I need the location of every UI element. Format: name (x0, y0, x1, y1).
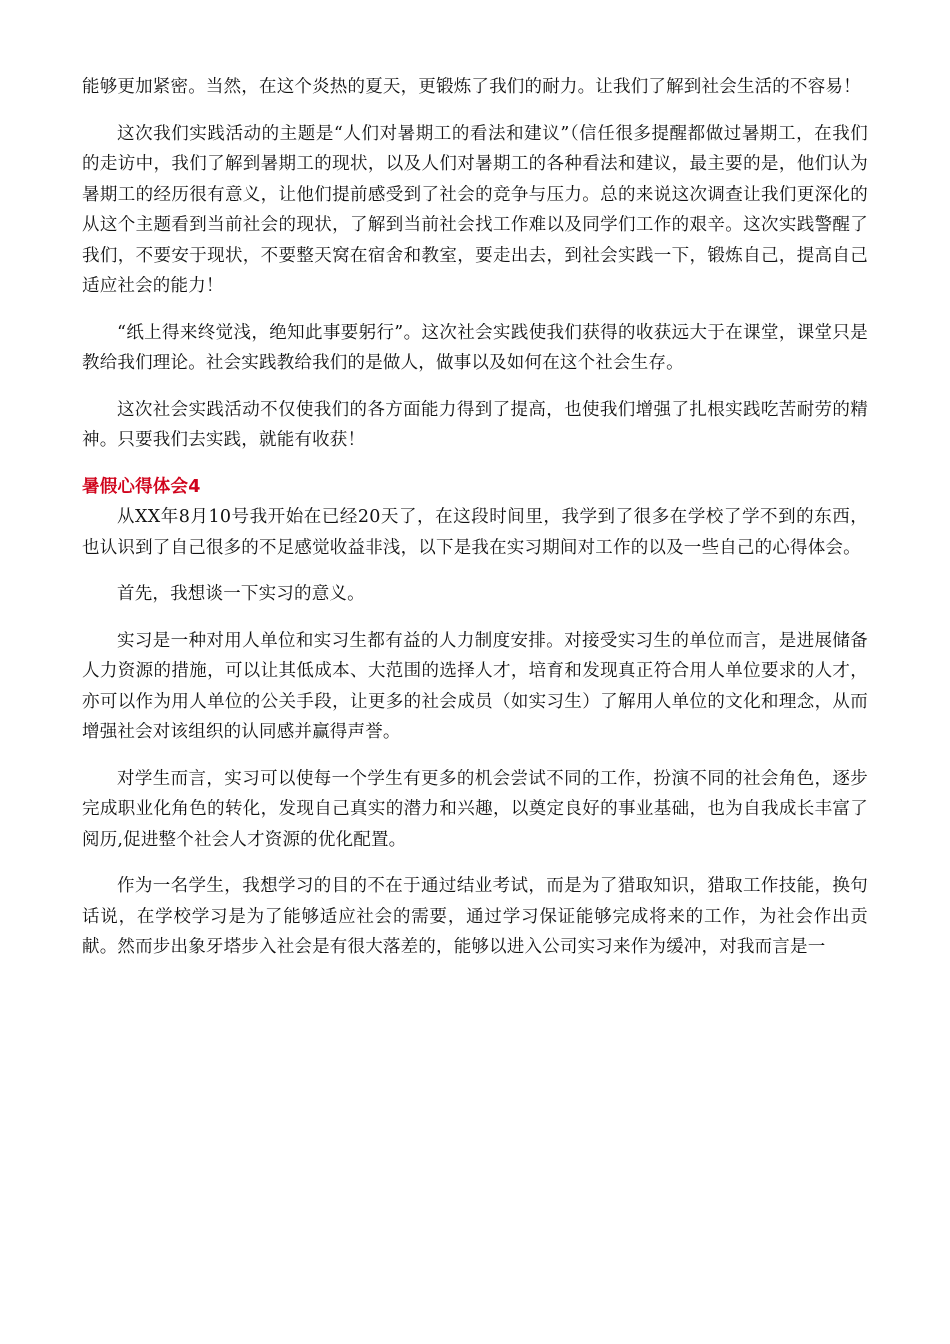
paragraph: 实习是一种对用人单位和实习生都有益的人力制度安排。对接受实习生的单位而言，是进展储备人力资源的措施，可以让其低成本、大范围的选择人才，培育和发现真正符合用人单位要求的人才，亦可以作为用人单位的公关手段，让更多的社会成员（如实习生）了解用人单位的文化和理念，从而增强社会对该组织的认同感并赢得声誉。 (82, 630, 868, 742)
paragraph: “纸上得来终觉浅，绝知此事要躬行”。这次社会实践使我们获得的收获远大于在课堂，课堂只是教给我们理论。社会实践教给我们的是做人，做事以及如何在这个社会生存。 (82, 322, 868, 373)
paragraph: 这次社会实践活动不仅使我们的各方面能力得到了提高，也使我们增强了扎根实践吃苦耐劳的精神。只要我们去实践，就能有收获！ (82, 399, 868, 450)
paragraph: 从XX年8月10号我开始在已经20天了，在这段时间里，我学到了很多在学校了学不到的东西，也认识到了自己很多的不足感觉收益非浅，以下是我在实习期间对工作的以及一些自己的心得体会。 (82, 507, 868, 558)
paragraph: 作为一名学生，我想学习的目的不在于通过结业考试，而是为了猎取知识，猎取工作技能，换句话说，在学校学习是为了能够适应社会的需要，通过学习保证能够完成将来的工作，为社会作出贡献。然而步出象牙塔步入社会是有很大落差的，能够以进入公司实习来作为缓冲，对我而言是一 (82, 876, 868, 957)
section-heading: 暑假心得体会4 (82, 476, 201, 497)
paragraph: 首先，我想谈一下实习的意义。 (117, 584, 365, 604)
paragraph-continuation: 能够更加紧密。当然，在这个炎热的夏天，更锻炼了我们的耐力。让我们了解到社会生活的不容易！ (82, 77, 861, 97)
document-body (82, 72, 868, 979)
paragraph: 对学生而言，实习可以使每一个学生有更多的机会尝试不同的工作，扮演不同的社会角色，逐步完成职业化角色的转化，发现自己真实的潜力和兴趣，以奠定良好的事业基础，也为自我成长丰富了阅历,促进整个社会人才资源的优化配置。 (82, 768, 868, 850)
paragraph: 这次我们实践活动的主题是“人们对暑期工的看法和建议”（信任很多提醒都做过暑期工，在我们的走访中，我们了解到暑期工的现状，以及人们对暑期工的各种看法和建议，最主要的是，他们认为暑期工的经历很有意义，让他们提前感受到了社会的竞争与压力。总的来说这次调查让我们更深化的从这个主题看到当前社会的现状，了解到当前社会找工作难以及同学们工作的艰辛。这次实践警醒了我们，不要安于现状，不要整天窝在宿舍和教室，要走出去，到社会实践一下，锻炼自己，提高自己适应社会的能力！ (82, 123, 868, 296)
